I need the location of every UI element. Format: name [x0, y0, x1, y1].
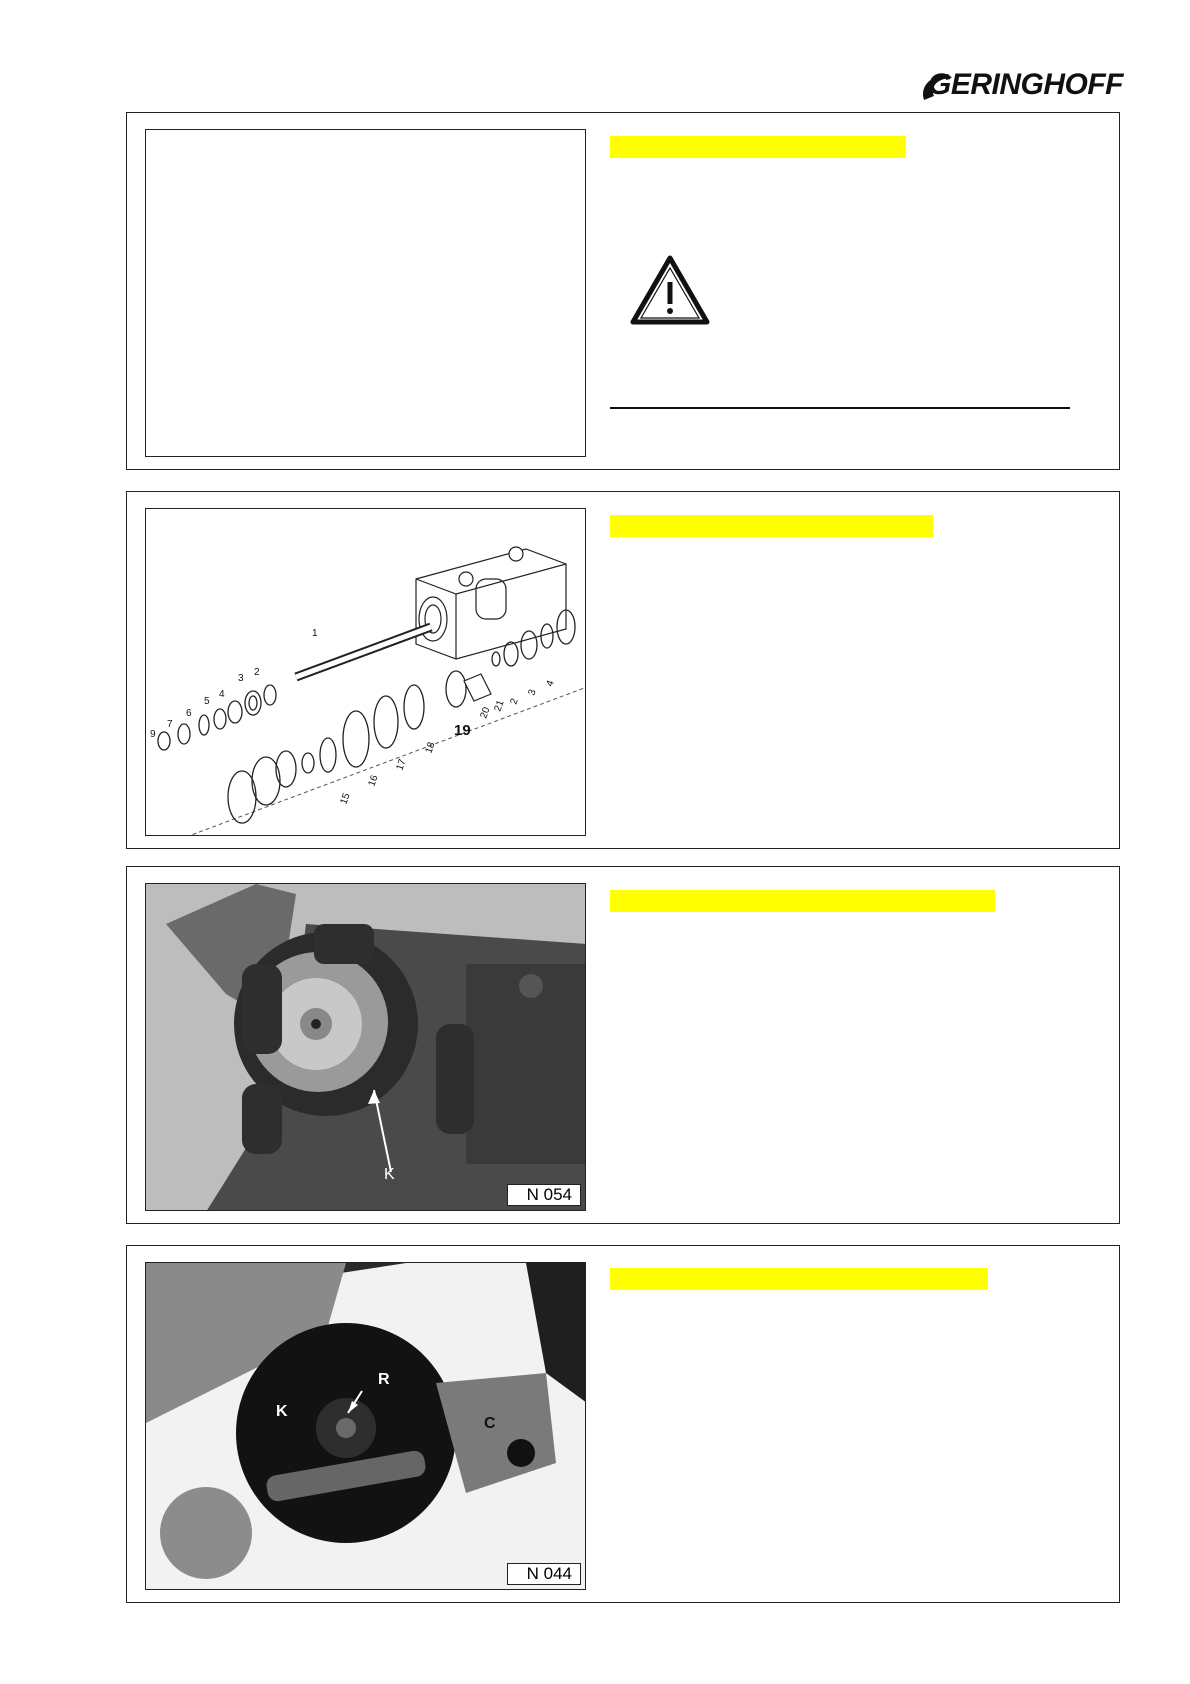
callout-17: 17 [394, 757, 409, 773]
callout-R: R [378, 1371, 390, 1388]
callout-19: 19 [454, 722, 471, 739]
callout-3: 3 [238, 673, 244, 684]
photo-id-tag: N 054 [507, 1184, 581, 1206]
callout-16: 16 [366, 773, 381, 789]
callout-3b: 3 [526, 688, 539, 698]
callout-4b: 4 [544, 679, 557, 689]
photo-drive-chain [145, 1262, 586, 1590]
section-panel-4 [126, 1245, 1120, 1603]
section-panel-1 [126, 112, 1120, 470]
section-panel-3 [126, 866, 1120, 1224]
callout-1: 1 [312, 628, 318, 639]
photo-gearbox-flange [145, 883, 586, 1211]
callout-18: 18 [423, 740, 438, 756]
callout-5: 5 [204, 696, 210, 707]
callout-2: 2 [254, 667, 260, 678]
highlighted-heading-bar [610, 515, 933, 537]
brand-name: GERINGHOFF [928, 68, 1123, 101]
exploded-view-drawing [145, 508, 586, 836]
callout-K: K [384, 1166, 395, 1183]
highlighted-heading-bar [610, 136, 906, 158]
callout-K: K [276, 1403, 288, 1420]
section-panel-2 [126, 491, 1120, 849]
photo-id-tag: N 044 [507, 1563, 581, 1585]
warning-triangle-icon [629, 254, 711, 331]
callout-15: 15 [338, 791, 353, 807]
brand-logo [918, 68, 1123, 106]
callout-21: 21 [492, 698, 507, 714]
callout-2b: 2 [508, 697, 521, 707]
callout-4: 4 [219, 689, 225, 700]
callout-C: C [484, 1415, 496, 1432]
highlighted-heading-bar [610, 890, 995, 912]
callout-20: 20 [478, 705, 493, 721]
figure-frame-empty [145, 129, 586, 457]
highlighted-heading-bar [610, 1268, 988, 1290]
callout-6: 6 [186, 708, 192, 719]
callout-9: 9 [150, 729, 156, 740]
callout-7: 7 [167, 719, 173, 730]
section-divider-line [610, 407, 1070, 409]
